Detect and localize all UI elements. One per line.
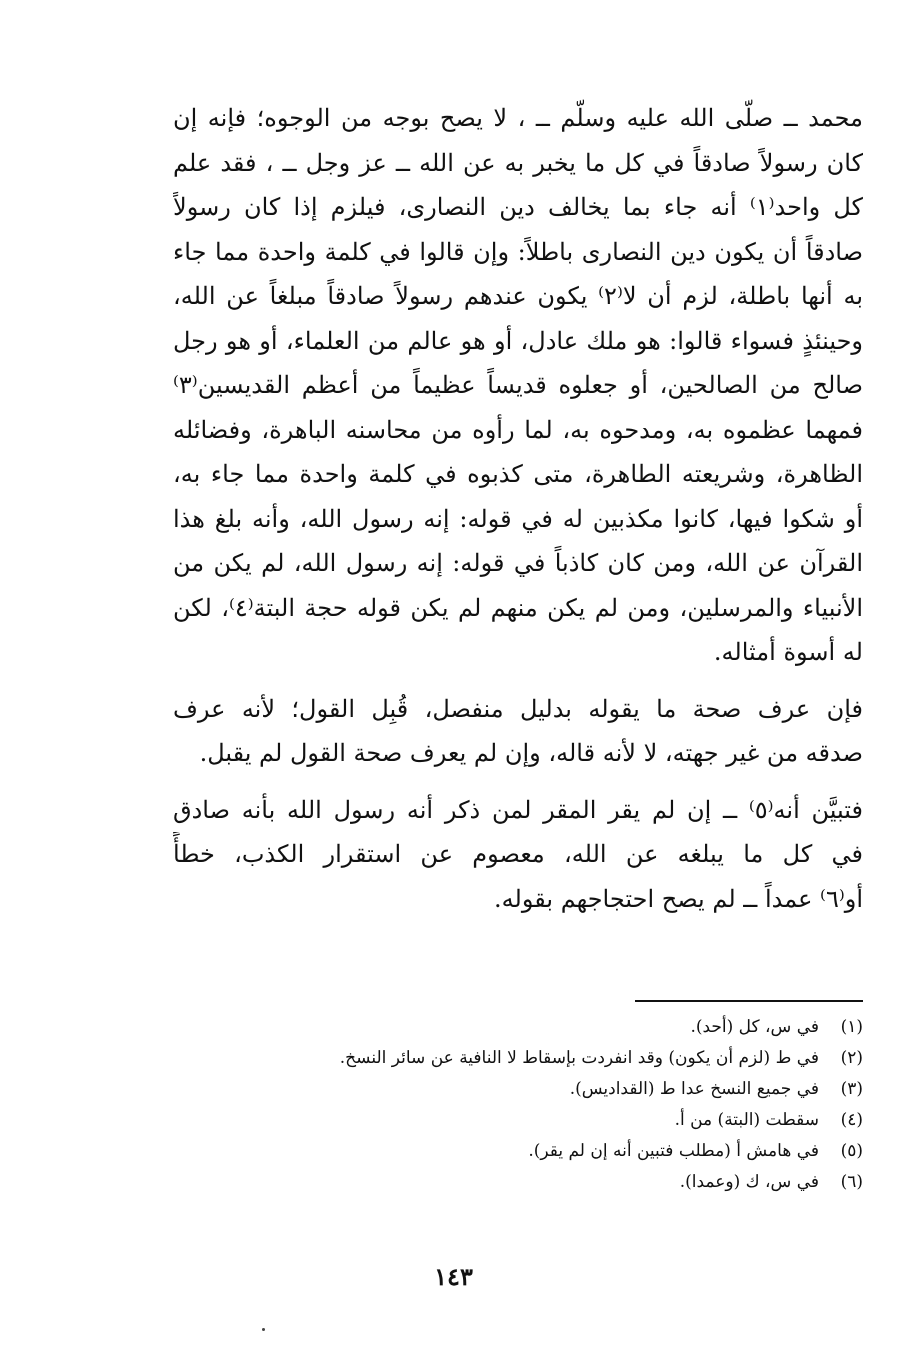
footnote — [173, 1012, 863, 1043]
text-line: وحينئذٍ فسواء قالوا: هو ملك عادل، أو هو عالم من العلماء، أو هو رجل — [173, 326, 863, 355]
footnote — [173, 1074, 863, 1105]
text-line: فتبيَّن أنه⁽٥⁾ ــ إن لم يقر المقر لمن ذكر أنه رسول الله بأنه صادق — [173, 795, 863, 824]
text-line: في كل ما يبلغه عن الله، معصوم عن استقرار الكذب، خطأً — [173, 840, 863, 868]
footnote — [173, 1105, 863, 1136]
paragraph-3 — [173, 788, 863, 922]
text-line: فإن عرف صحة ما يقوله بدليل منفصل، قُبِل القول؛ لأنه عرف — [173, 694, 863, 723]
footnote-number: (٢) — [840, 1048, 863, 1068]
footnotes-list — [173, 1012, 863, 1198]
footnote-number: (٣) — [840, 1079, 863, 1099]
text-line: به أنها باطلة، لزم أن لا⁽٢⁾ يكون عندهم رسولاً صادقاً مبلغاً عن الله، — [173, 282, 863, 310]
text-line: الظاهرة، وشريعته الطاهرة، متى كذبوه في كلمة واحدة مما جاء به، — [173, 460, 863, 488]
main-text — [173, 96, 863, 921]
text-line: صدقه من غير جهته، لا لأنه قاله، وإن لم يعرف صحة القول لم يقبل. — [199, 739, 863, 767]
footnote-number: (٥) — [840, 1141, 863, 1161]
text-line: أو شكوا فيها، كانوا مكذبين له في قوله: إنه رسول الله، وأنه بلغ هذا — [173, 504, 863, 533]
footnote-divider — [635, 1000, 863, 1002]
text-line: كان رسولاً صادقاً في كل ما يخبر به عن الله ــ عز وجل ــ ، فقد علم — [173, 148, 863, 177]
footnote-text: في هامش أ (مطلب فتبين أنه إن لم يقر). — [528, 1141, 819, 1161]
footnote-text: في س، كل (أحد). — [690, 1017, 819, 1037]
paragraph-1 — [173, 96, 863, 675]
footnote-text: في جميع النسخ عدا ط (القداديس). — [569, 1079, 819, 1099]
footnote-number: (١) — [840, 1017, 863, 1037]
text-line: صادقاً أن يكون دين النصارى باطلاً: وإن قالوا في كلمة واحدة مما جاء — [173, 237, 863, 266]
footnote — [173, 1043, 863, 1074]
footnote-number: (٦) — [840, 1172, 863, 1192]
text-line: الأنبياء والمرسلين، ومن لم يكن منهم لم يكن قوله حجة البتة⁽٤⁾، لكن — [173, 593, 863, 622]
text-line: فمهما عظموه به، ومدحوه به، لما رأوه من محاسنه الباهرة، وفضائله — [173, 415, 863, 444]
text-line: القرآن عن الله، ومن كان كاذباً في قوله: إنه رسول الله، لم يكن من — [173, 549, 863, 577]
text-line: له أسوة أمثاله. — [713, 638, 863, 666]
paragraph-2 — [173, 687, 863, 776]
footnote-number: (٤) — [840, 1110, 863, 1130]
footnote — [173, 1136, 863, 1167]
text-line: كل واحد⁽١⁾ أنه جاء بما يخالف دين النصارى، فيلزم إذا كان رسولاً — [173, 193, 863, 221]
footnote — [173, 1167, 863, 1198]
scan-speck — [262, 1328, 265, 1331]
text-line: محمد ــ صلّى الله عليه وسلّم ــ ، لا يصح بوجه من الوجوه؛ فإنه إن — [173, 104, 863, 132]
footnote-text: سقطت (البتة) من أ. — [674, 1110, 819, 1130]
footnote-text: في س، ك (وعمدا). — [679, 1172, 819, 1192]
footnote-text: في ط (لزم أن يكون) وقد انفردت بإسقاط لا النافية عن سائر النسخ. — [339, 1048, 819, 1068]
text-line: صالح من الصالحين، أو جعلوه قديساً عظيماً من أعظم القديسين⁽٣⁾ — [173, 371, 863, 399]
page-number: ١٤٣ — [434, 1262, 473, 1291]
text-line: أو⁽٦⁾ عمداً ــ لم يصح احتجاجهم بقوله. — [494, 884, 863, 913]
